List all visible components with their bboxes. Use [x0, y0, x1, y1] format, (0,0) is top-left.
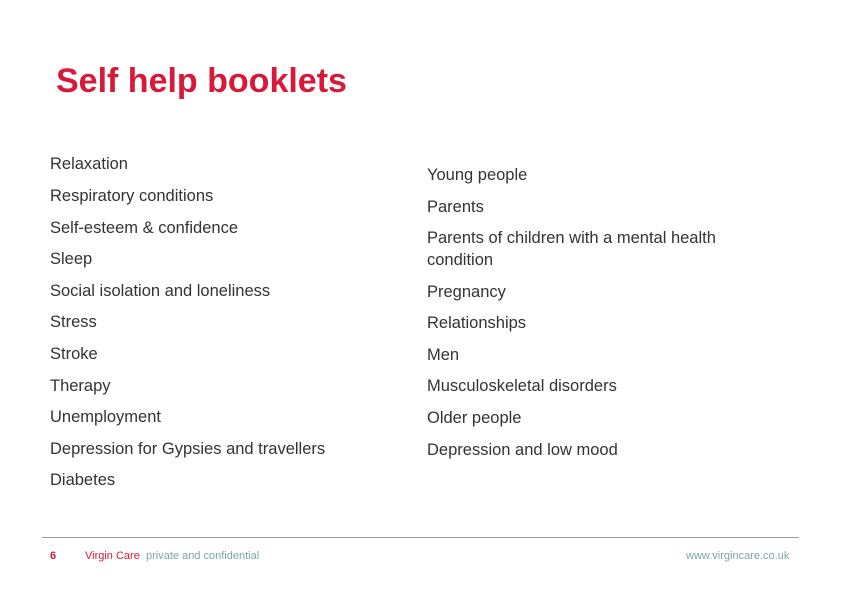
- list-item: Pregnancy: [427, 283, 506, 301]
- list-item: Unemployment: [50, 408, 161, 426]
- page-title: Self help booklets: [56, 62, 347, 100]
- page-number: 6: [50, 550, 57, 562]
- list-item: Relaxation: [50, 155, 128, 173]
- footer-confidential: private and confidential: [146, 550, 260, 562]
- list-item: Social isolation and loneliness: [50, 282, 271, 300]
- list-item: Respiratory conditions: [50, 187, 214, 205]
- footer-url[interactable]: www.virgincare.co.uk: [686, 550, 790, 562]
- list-item: Musculoskeletal disorders: [427, 377, 617, 395]
- list-item: Depression and low mood: [427, 441, 618, 459]
- list-item: Parents: [427, 198, 484, 216]
- list-item: Self-esteem & confidence: [50, 219, 239, 237]
- footer-brand: Virgin Care: [85, 550, 140, 562]
- list-item: Therapy: [50, 377, 111, 395]
- list-item: Diabetes: [50, 471, 116, 489]
- list-item: Stroke: [50, 345, 98, 363]
- list-item: Older people: [427, 409, 522, 427]
- footer-divider: [42, 537, 799, 538]
- list-item: Relationships: [427, 314, 527, 332]
- list-item: Men: [427, 346, 460, 364]
- list-item: Young people: [427, 166, 528, 184]
- list-item: Parents of children with a mental health condition: [427, 229, 716, 269]
- list-item: Stress: [50, 313, 97, 331]
- list-item: Depression for Gypsies and travellers: [50, 440, 326, 458]
- list-item: Sleep: [50, 250, 93, 268]
